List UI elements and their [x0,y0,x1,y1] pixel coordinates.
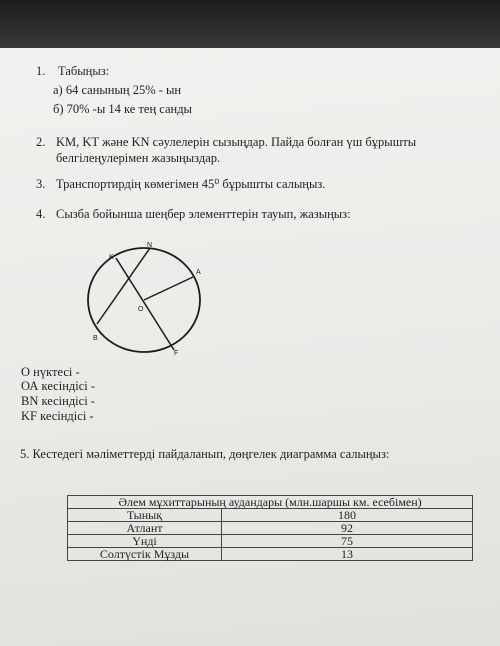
label-n: N [147,242,153,249]
ocean-area: 92 [222,522,473,535]
table-header-row [68,496,473,509]
table-title: Әлем мұхиттарының аудандары (млн.шаршы км. есебімен) [68,496,473,509]
worksheet-page [0,48,500,646]
ocean-area: 180 [222,509,473,522]
table-row [68,548,473,561]
label-o: O [138,306,144,313]
label-b: B [93,335,98,342]
task-4-text: Сызба бойынша шеңбер элементтерін тауып, жазыңыз: [56,207,351,221]
task-1-title: Табыңыз: [58,64,110,78]
table-row [68,522,473,535]
task-2-line-2: белгілеңулерімен жазыңыздар. [56,151,221,165]
task-2-number: 2. [36,135,46,149]
task-5-text: 5. Кестедегі мәліметтерді пайдаланып, дөңгелек диаграмма салыңыз: [20,447,390,461]
ocean-name: Солтүстік Мұзды [68,548,222,561]
task-1-b: б) 70% -ы 14 ке тең санды [53,102,192,116]
answer-segment-oa: ОА кесіндісі - [21,379,96,393]
ocean-areas-table [67,495,473,561]
task-4-number: 4. [36,207,46,221]
radius-oa [144,277,193,300]
ocean-area: 13 [222,548,473,561]
task-2-line-1: KM, KT және KN сәулелерін сызыңдар. Пайда болған үш бұрышты [56,135,417,149]
ocean-area: 75 [222,535,473,548]
table-row [68,535,473,548]
label-k: K [109,254,114,261]
ocean-name: Тынық [68,509,222,522]
chord-kf [116,258,174,350]
answer-segment-bn: BN кесіндісі - [21,394,95,408]
answer-point-o: О нүктесі - [21,365,80,379]
label-a: A [196,269,201,276]
answer-segment-kf: KF кесіндісі - [21,409,94,423]
ocean-name: Үнді [68,535,222,548]
task-1-a: а) 64 санының 25% - ын [53,83,182,97]
ocean-name: Атлант [68,522,222,535]
table-row [68,509,473,522]
task-3-number: 3. [36,177,46,191]
circle-diagram [80,236,220,361]
dark-top-border [0,0,500,50]
task-1-number: 1. [36,64,46,78]
label-f: F [174,350,179,357]
task-3-text: Транспортирдің көмегімен 45⁰ бұрышты салыңыз. [56,177,326,191]
